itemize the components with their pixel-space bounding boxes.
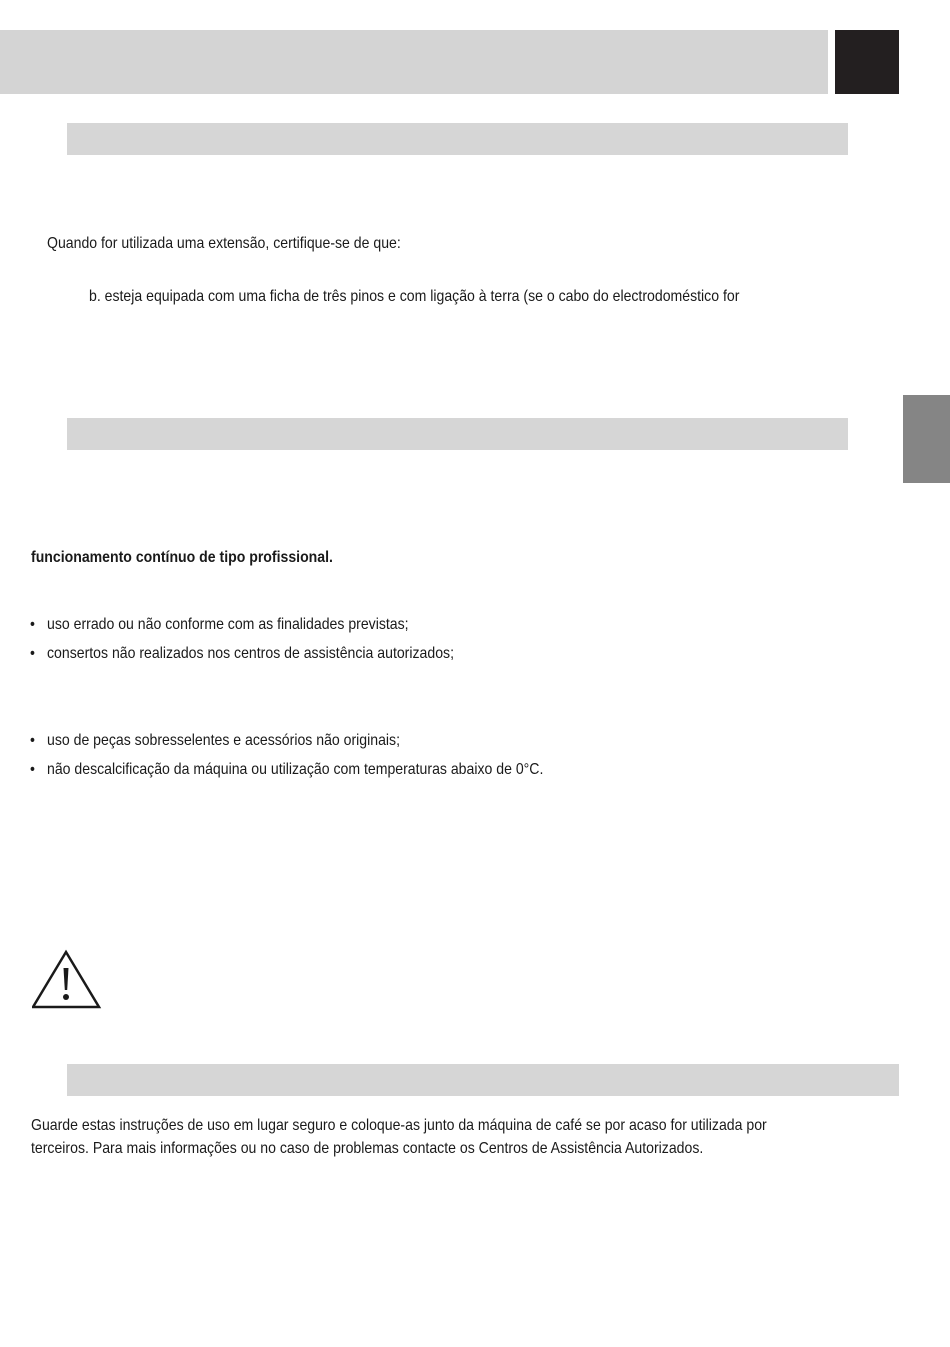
- extension-item-b: b. esteja equipada com uma ficha de três pinos e com ligação à terra (se o cabo do electrodoméstico for: [89, 288, 740, 305]
- bullet-glyph: •: [30, 645, 35, 662]
- bullet-glyph: •: [30, 732, 35, 749]
- page-header-block: [835, 30, 899, 94]
- bullet-glyph: •: [30, 616, 35, 633]
- extension-intro: Quando for utilizada uma extensão, certifique-se de que:: [47, 235, 401, 252]
- list-item-text: não descalcificação da máquina ou utilização com temperaturas abaixo de 0°C.: [47, 761, 544, 778]
- list-item-text: uso errado ou não conforme com as finalidades previstas;: [47, 616, 409, 633]
- instructions-line-2: terceiros. Para mais informações ou no caso de problemas contacte os Centros de Assistência Autorizados.: [31, 1140, 704, 1157]
- warning-triangle-icon: [32, 948, 102, 1012]
- instructions-line-1: Guarde estas instruções de uso em lugar seguro e coloque-as junto da máquina de café se por acaso for utilizada por: [31, 1117, 767, 1134]
- section-bar-3: [67, 1064, 899, 1096]
- bullet-glyph: •: [30, 761, 35, 778]
- list-item-text: uso de peças sobresselentes e acessórios não originais;: [47, 732, 400, 749]
- section-bar-2: [67, 418, 848, 450]
- section-bar-1: [67, 123, 848, 155]
- professional-use-line: funcionamento contínuo de tipo profissional.: [31, 549, 333, 566]
- page-header-bar: [0, 30, 828, 94]
- chapter-side-tab: [903, 395, 950, 483]
- instructions-paragraph: [31, 1114, 880, 1160]
- list-item-text: consertos não realizados nos centros de assistência autorizados;: [47, 645, 454, 662]
